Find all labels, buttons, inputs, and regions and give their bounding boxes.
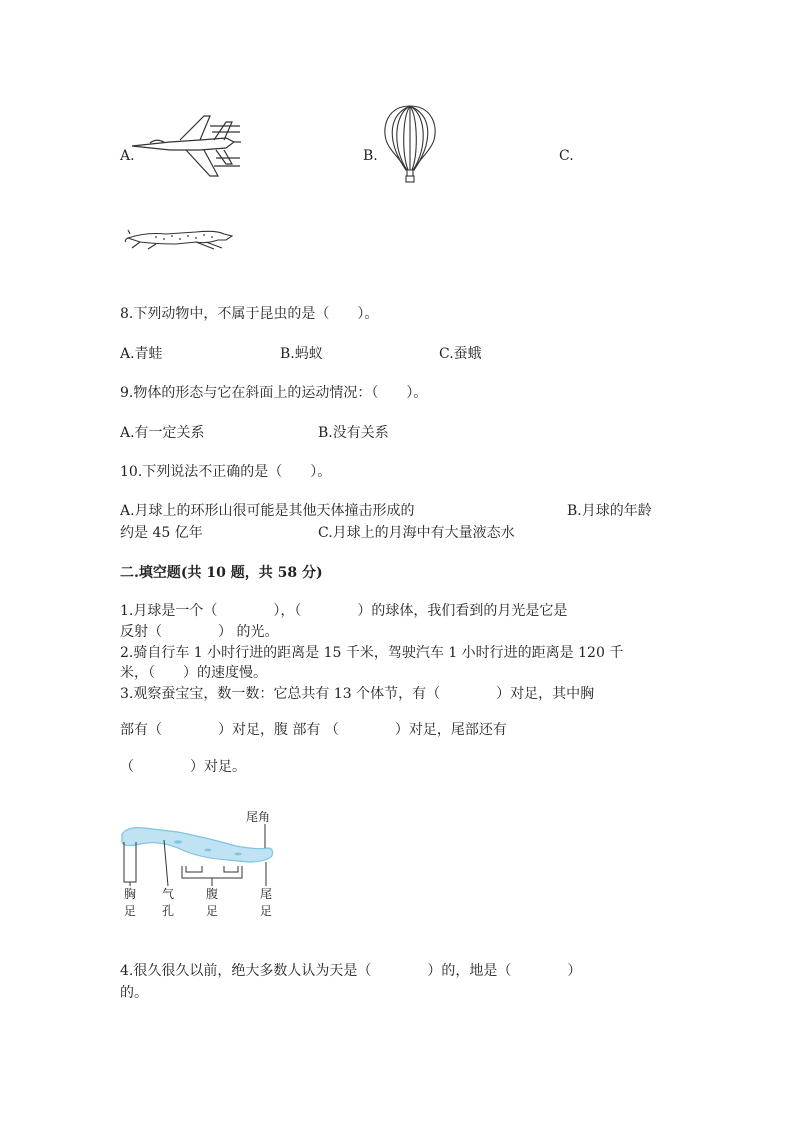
fill-q1-line1: 1.月球是一个（ ），（ ）的球体，我们看到的月光是它是: [120, 603, 568, 619]
label-tail-feet-1: 尾: [260, 887, 273, 901]
label-chest-2: 足: [124, 904, 137, 918]
label-spiracle-2: 孔: [162, 904, 175, 918]
q8-option-c: C.蚕蛾: [439, 346, 482, 362]
hot-air-balloon-image: [380, 104, 440, 184]
label-tail-feet-2: 足: [260, 904, 273, 918]
fill-q3-line3: （ ）对足。: [120, 759, 246, 775]
label-tail-horn: 尾角: [246, 810, 271, 824]
fighter-jet-image: [130, 112, 242, 184]
fill-q3-line2: 部有（ ）对足，腹 部有 （ ）对足，尾部还有: [120, 722, 507, 738]
q10-option-c: C.月球上的月海中有大量液态水: [318, 525, 515, 541]
question-10-stem: 10.下列说法不正确的是（ ）。: [120, 464, 332, 480]
option-b-label: B.: [363, 148, 378, 164]
fill-q2-line2: 米，（ ）的速度慢。: [120, 665, 267, 681]
q9-option-a: A.有一定关系: [120, 425, 205, 441]
q8-option-a: A.青蛙: [120, 346, 163, 362]
label-spiracle-1: 气: [162, 887, 175, 901]
question-9-stem: 9.物体的形态与它在斜面上的运动情况：（ ）。: [120, 385, 428, 401]
section-title: 二.填空题(共 10 题，共 58 分): [120, 565, 323, 581]
q10-option-b-part1: B.月球的年龄: [567, 503, 652, 519]
label-chest-1: 胸: [124, 887, 137, 901]
fill-q4-line1: 4.很久很久以前，绝大多数人认为天是（ ）的，地是（ ）: [120, 963, 582, 979]
q9-option-b: B.没有关系: [318, 425, 389, 441]
fill-q4-line2: 的。: [120, 985, 148, 1001]
option-a-label: A.: [120, 148, 135, 164]
q8-option-b: B.蚂蚁: [280, 346, 323, 362]
q10-option-a: A.月球上的环形山很可能是其他天体撞击形成的: [120, 503, 415, 519]
fill-q3-line1: 3.观察蚕宝宝，数一数：它总共有 13 个体节，有（ ）对足，其中胸: [120, 686, 595, 702]
cheetah-image: [126, 226, 234, 250]
label-belly-2: 足: [206, 904, 219, 918]
fill-q1-line2: 反射（ ） 的光。: [120, 624, 279, 640]
question-8-stem: 8.下列动物中，不属于昆虫的是（ ）。: [120, 306, 379, 322]
fill-q2-line1: 2.骑自行车 1 小时行进的距离是 15 千米，驾驶汽车 1 小时行进的距离是 120 千: [120, 645, 624, 661]
silkworm-body: [122, 828, 273, 862]
q10-option-b-part2: 约是 45 亿年: [120, 525, 203, 541]
label-belly-1: 腹: [206, 887, 219, 901]
option-c-label: C.: [559, 148, 574, 164]
